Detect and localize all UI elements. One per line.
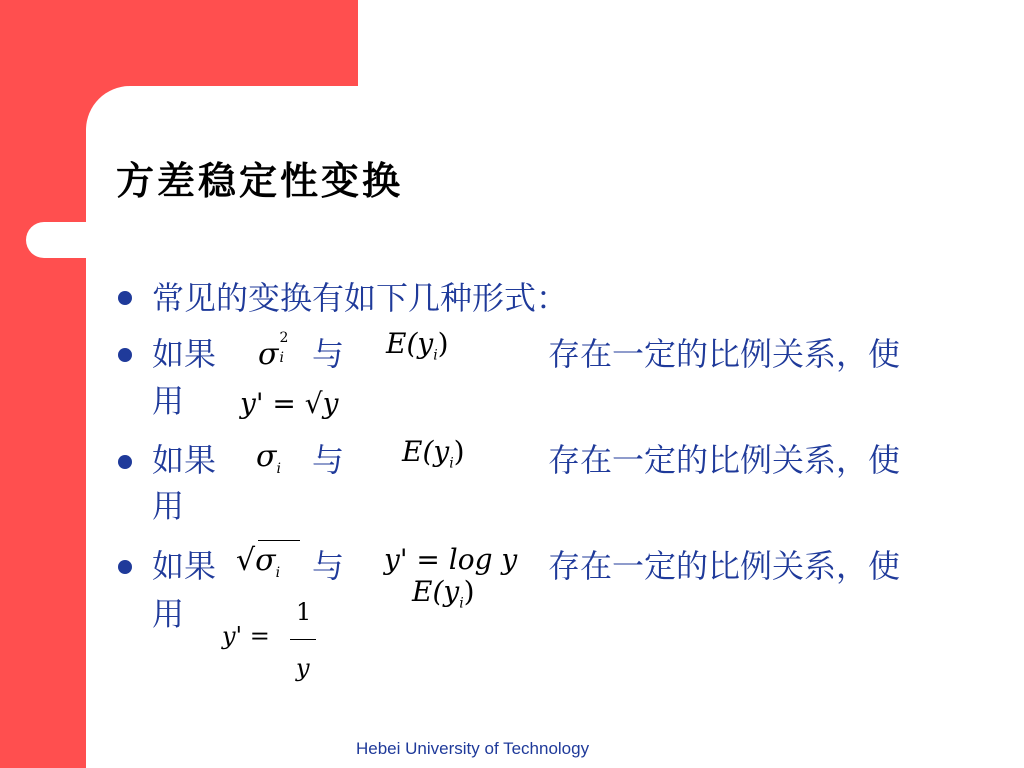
bullet-2-continuation: 用 xyxy=(152,382,185,420)
bullet-2-sigma-squared xyxy=(258,330,289,372)
bullet-4-reciprocal-den: y xyxy=(296,654,310,682)
bullet-2-connector: 与 xyxy=(312,335,345,373)
bullet-2-e-close: ) xyxy=(437,327,449,360)
bullet-3-prefix: 如果 xyxy=(152,441,217,479)
bullet-3-e-sub: i xyxy=(449,455,454,472)
bullet-4-fraction-bar xyxy=(290,639,316,640)
bullet-3-continuation: 用 xyxy=(152,487,185,525)
bullet-text-1: 常见的变换有如下几种形式： xyxy=(152,279,569,317)
footer-institution: Hebei University of Technology xyxy=(356,739,590,758)
bullet-3-e-close: ) xyxy=(453,435,465,468)
bullet-4-sqrt-sigma-sub: i xyxy=(275,565,281,581)
bullet-3-e-of-y: E(y xyxy=(402,435,450,468)
bullet-2-sigma-sub: i xyxy=(279,350,284,366)
bullet-2-prefix: 如果 xyxy=(152,335,217,373)
bullet-marker-1 xyxy=(118,291,132,305)
bullet-4-expectation xyxy=(412,575,475,612)
bullet-4-log-formula: y' = log y xyxy=(384,543,518,576)
bullet-3-connector: 与 xyxy=(312,441,345,479)
bullet-4-e-sub: i xyxy=(459,595,464,612)
bullet-3-sigma-char: σ xyxy=(256,439,277,474)
bullet-marker-4 xyxy=(118,560,132,574)
bullet-3-suffix: 存在一定的比例关系，使 xyxy=(548,441,901,479)
bullet-4-sqrt-sigma-char: √σ xyxy=(236,543,276,578)
bullet-marker-2 xyxy=(118,348,132,362)
bullet-2-e-of-y: E(y xyxy=(386,327,434,360)
bullet-4-sqrt-bar xyxy=(258,540,300,541)
card-tab xyxy=(26,222,146,258)
bullet-2-sigma-sup: 2 xyxy=(279,330,289,346)
bullet-4-continuation: 用 xyxy=(152,595,185,633)
bullet-2-formula: y' = √y xyxy=(240,387,339,420)
bullet-3-sigma-sub: i xyxy=(276,461,281,477)
bullet-4-connector: 与 xyxy=(312,547,345,585)
bullet-4-prefix: 如果 xyxy=(152,547,217,585)
bullet-3-expectation xyxy=(402,435,465,472)
bullet-4-reciprocal-num: 1 xyxy=(296,598,312,626)
bullet-marker-3 xyxy=(118,455,132,469)
bullet-4-e-close: ) xyxy=(463,575,475,608)
bullet-3-sigma xyxy=(256,439,281,477)
bullet-4-sqrt-sigma xyxy=(236,543,281,581)
slide-title: 方差稳定性变换 xyxy=(116,158,404,203)
bullet-2-e-sub: i xyxy=(433,347,438,364)
bullet-4-suffix: 存在一定的比例关系，使 xyxy=(548,547,901,585)
bullet-2-expectation xyxy=(386,327,449,364)
bullet-4-reciprocal-lhs: y' = xyxy=(222,622,270,650)
bullet-2-suffix: 存在一定的比例关系，使 xyxy=(548,335,901,373)
bullet-4-e-of-y: E(y xyxy=(412,575,460,608)
bullet-2-sigma: σ xyxy=(258,337,279,372)
